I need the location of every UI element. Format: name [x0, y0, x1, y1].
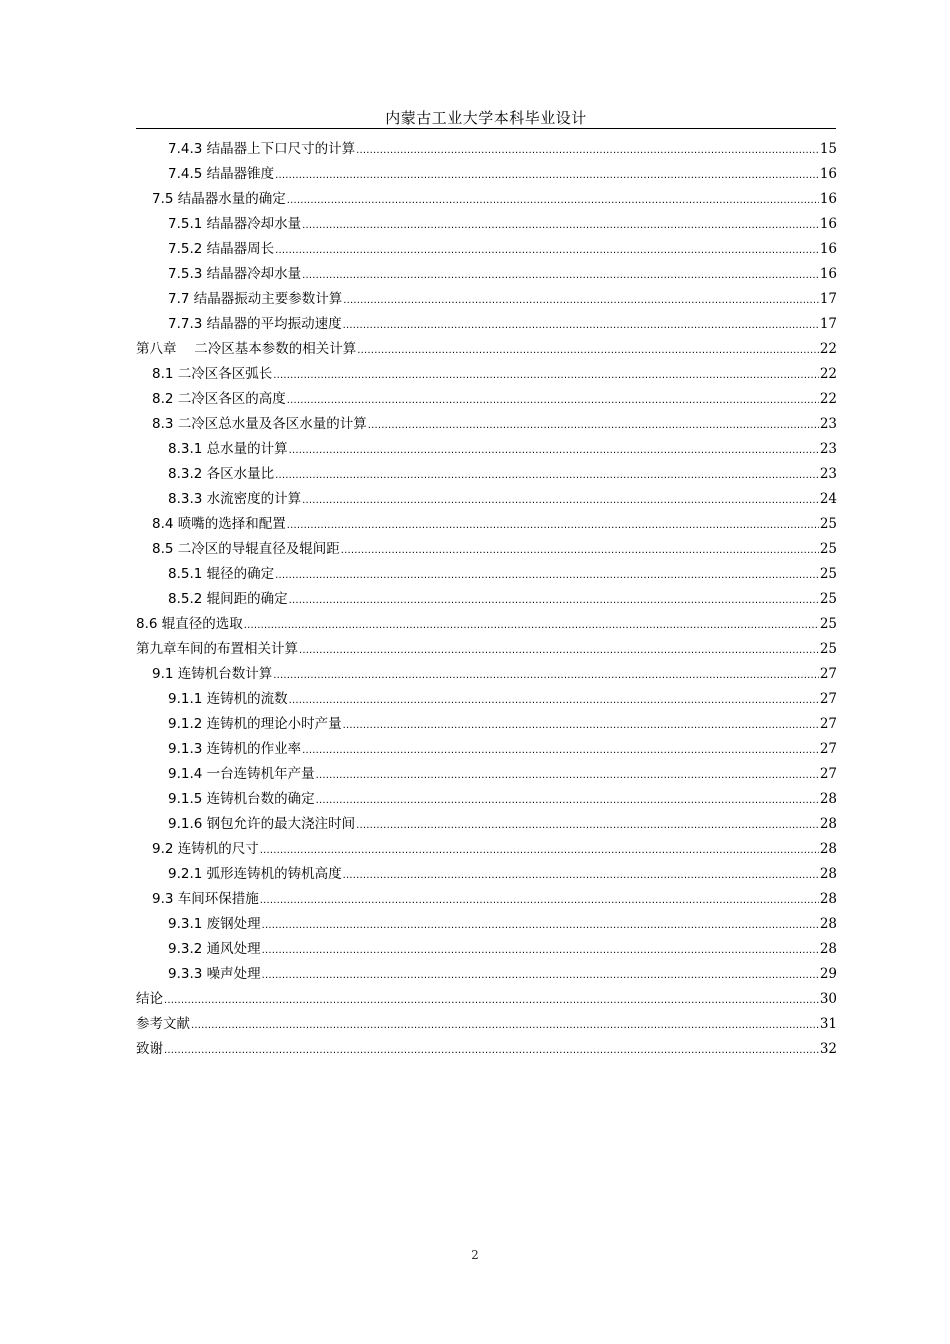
toc-entry-page: 25 [819, 591, 837, 607]
toc-dot-leader [287, 513, 819, 538]
toc-entry-page: 28 [819, 791, 837, 807]
toc-entry[interactable] [136, 762, 837, 787]
toc-dot-leader [260, 838, 819, 863]
toc-dot-leader [316, 763, 819, 788]
toc-entry[interactable] [136, 162, 837, 187]
toc-entry[interactable] [136, 562, 837, 587]
toc-entry[interactable] [136, 787, 837, 812]
toc-entry-page: 28 [819, 841, 837, 857]
table-of-contents [136, 137, 837, 1062]
toc-entry-title: 8.5 二冷区的导辊直径及辊间距 [152, 541, 340, 557]
toc-entry[interactable] [136, 1037, 837, 1062]
toc-dot-leader [343, 288, 819, 313]
toc-entry-title: 结论 [136, 991, 163, 1007]
toc-entry-title: 8.3.2 各区水量比 [168, 466, 275, 482]
toc-entry-page: 16 [819, 191, 837, 207]
toc-entry-title: 7.7.3 结晶器的平均振动速度 [168, 316, 342, 332]
toc-entry-title: 9.1.2 连铸机的理论小时产量 [168, 716, 342, 732]
toc-dot-leader [356, 138, 819, 163]
toc-entry[interactable] [136, 262, 837, 287]
toc-entry[interactable] [136, 812, 837, 837]
toc-entry[interactable] [136, 962, 837, 987]
toc-entry-page: 25 [819, 541, 837, 557]
toc-dot-leader [302, 213, 819, 238]
toc-entry[interactable] [136, 637, 837, 662]
toc-dot-leader [273, 363, 819, 388]
toc-entry-title: 7.5.3 结晶器冷却水量 [168, 266, 302, 282]
toc-entry-page: 17 [819, 291, 837, 307]
toc-entry[interactable] [136, 287, 837, 312]
toc-entry-page: 25 [819, 616, 837, 632]
toc-entry[interactable] [136, 337, 837, 362]
toc-dot-leader [302, 488, 819, 513]
page-header-title: 内蒙古工业大学本科毕业设计 [385, 109, 587, 127]
toc-dot-leader [287, 388, 819, 413]
toc-dot-leader [343, 863, 819, 888]
toc-entry-page: 16 [819, 241, 837, 257]
toc-entry-page: 17 [819, 316, 837, 332]
toc-dot-leader [275, 563, 819, 588]
toc-entry-page: 16 [819, 266, 837, 282]
toc-entry-title: 8.4 喷嘴的选择和配置 [152, 516, 286, 532]
toc-entry-page: 22 [819, 366, 837, 382]
toc-dot-leader [244, 613, 819, 638]
toc-entry[interactable] [136, 312, 837, 337]
toc-entry-title: 9.1.3 连铸机的作业率 [168, 741, 302, 757]
toc-entry-page: 27 [819, 741, 837, 757]
toc-entry[interactable] [136, 237, 837, 262]
toc-entry[interactable] [136, 462, 837, 487]
toc-entry-page: 24 [819, 491, 837, 507]
toc-entry[interactable] [136, 837, 837, 862]
toc-entry-title: 8.3 二冷区总水量及各区水量的计算 [152, 416, 367, 432]
toc-entry[interactable] [136, 712, 837, 737]
toc-entry-title: 8.3.1 总水量的计算 [168, 441, 288, 457]
toc-dot-leader [316, 788, 819, 813]
toc-entry[interactable] [136, 212, 837, 237]
toc-entry-title: 致谢 [136, 1041, 163, 1057]
toc-entry-page: 25 [819, 566, 837, 582]
toc-entry-page: 32 [819, 1041, 837, 1057]
toc-entry[interactable] [136, 662, 837, 687]
toc-dot-leader [262, 913, 819, 938]
toc-dot-leader [341, 538, 819, 563]
toc-entry-page: 23 [819, 441, 837, 457]
toc-entry-page: 27 [819, 716, 837, 732]
toc-entry-title: 9.3.1 废钢处理 [168, 916, 261, 932]
toc-entry-page: 22 [819, 391, 837, 407]
toc-entry-title: 9.1.1 连铸机的流数 [168, 691, 288, 707]
toc-entry[interactable] [136, 537, 837, 562]
toc-dot-leader [357, 338, 819, 363]
toc-dot-leader [164, 988, 819, 1013]
toc-dot-leader [302, 263, 819, 288]
toc-entry[interactable] [136, 412, 837, 437]
toc-entry-title: 7.4.3 结晶器上下口尺寸的计算 [168, 141, 356, 157]
toc-dot-leader [289, 588, 819, 613]
toc-entry-title: 7.5.2 结晶器周长 [168, 241, 275, 257]
toc-entry-title: 参考文献 [136, 1016, 190, 1032]
toc-entry[interactable] [136, 887, 837, 912]
toc-entry-page: 28 [819, 941, 837, 957]
toc-dot-leader [299, 638, 819, 663]
toc-entry-title: 第八章 二冷区基本参数的相关计算 [136, 341, 357, 357]
toc-entry-title: 9.1.6 钢包允许的最大浇注时间 [168, 816, 356, 832]
toc-dot-leader [368, 413, 819, 438]
toc-dot-leader [302, 738, 819, 763]
toc-entry-title: 第九章车间的布置相关计算 [136, 641, 298, 657]
toc-entry-title: 9.3.3 噪声处理 [168, 966, 261, 982]
toc-entry-page: 16 [819, 166, 837, 182]
toc-entry[interactable] [136, 737, 837, 762]
page-number: 2 [471, 1248, 479, 1262]
toc-entry[interactable] [136, 487, 837, 512]
toc-entry-title: 9.2.1 弧形连铸机的铸机高度 [168, 866, 342, 882]
toc-entry-page: 22 [819, 341, 837, 357]
toc-dot-leader [289, 688, 819, 713]
toc-entry-page: 25 [819, 516, 837, 532]
toc-entry-title: 9.3 车间环保措施 [152, 891, 259, 907]
toc-entry-title: 8.6 辊直径的选取 [136, 616, 243, 632]
toc-entry-title: 9.1.5 连铸机台数的确定 [168, 791, 315, 807]
toc-entry-page: 27 [819, 691, 837, 707]
toc-entry-page: 28 [819, 916, 837, 932]
toc-entry[interactable] [136, 937, 837, 962]
toc-entry-page: 30 [819, 991, 837, 1007]
toc-entry-title: 7.7 结晶器振动主要参数计算 [168, 291, 343, 307]
toc-dot-leader [287, 188, 819, 213]
toc-entry[interactable] [136, 1012, 837, 1037]
toc-entry[interactable] [136, 437, 837, 462]
toc-entry[interactable] [136, 587, 837, 612]
toc-dot-leader [275, 163, 819, 188]
toc-entry[interactable] [136, 687, 837, 712]
toc-dot-leader [191, 1013, 819, 1038]
toc-entry-title: 9.3.2 通风处理 [168, 941, 261, 957]
toc-dot-leader [262, 963, 819, 988]
toc-entry-page: 31 [819, 1016, 837, 1032]
toc-entry-title: 8.1 二冷区各区弧长 [152, 366, 273, 382]
toc-entry-title: 7.5.1 结晶器冷却水量 [168, 216, 302, 232]
toc-entry[interactable] [136, 987, 837, 1012]
toc-entry[interactable] [136, 387, 837, 412]
toc-dot-leader [273, 663, 819, 688]
toc-entry-page: 15 [819, 141, 837, 157]
toc-dot-leader [356, 813, 819, 838]
toc-dot-leader [275, 463, 819, 488]
toc-dot-leader [262, 938, 819, 963]
toc-entry-page: 25 [819, 641, 837, 657]
toc-entry-title: 7.4.5 结晶器锥度 [168, 166, 275, 182]
toc-entry-title: 9.1.4 一台连铸机年产量 [168, 766, 315, 782]
toc-entry-title: 8.5.2 辊间距的确定 [168, 591, 288, 607]
toc-entry-page: 28 [819, 891, 837, 907]
toc-dot-leader [289, 438, 819, 463]
toc-entry[interactable] [136, 187, 837, 212]
toc-entry[interactable] [136, 612, 837, 637]
toc-entry[interactable] [136, 362, 837, 387]
toc-entry-page: 27 [819, 666, 837, 682]
toc-entry-page: 29 [819, 966, 837, 982]
toc-entry-page: 16 [819, 216, 837, 232]
toc-entry-title: 9.1 连铸机台数计算 [152, 666, 273, 682]
toc-entry[interactable] [136, 137, 837, 162]
toc-entry-page: 28 [819, 816, 837, 832]
toc-entry-title: 9.2 连铸机的尺寸 [152, 841, 259, 857]
toc-entry-title: 8.3.3 水流密度的计算 [168, 491, 302, 507]
toc-dot-leader [275, 238, 819, 263]
toc-entry[interactable] [136, 862, 837, 887]
header-divider [136, 128, 836, 129]
toc-dot-leader [260, 888, 819, 913]
toc-entry-title: 7.5 结晶器水量的确定 [152, 191, 286, 207]
toc-dot-leader [343, 713, 819, 738]
toc-entry-page: 28 [819, 866, 837, 882]
toc-entry-page: 27 [819, 766, 837, 782]
toc-dot-leader [164, 1038, 819, 1063]
toc-entry[interactable] [136, 912, 837, 937]
toc-entry-title: 8.5.1 辊径的确定 [168, 566, 275, 582]
toc-entry-page: 23 [819, 466, 837, 482]
toc-entry[interactable] [136, 512, 837, 537]
toc-entry-page: 23 [819, 416, 837, 432]
toc-dot-leader [343, 313, 819, 338]
toc-entry-title: 8.2 二冷区各区的高度 [152, 391, 286, 407]
